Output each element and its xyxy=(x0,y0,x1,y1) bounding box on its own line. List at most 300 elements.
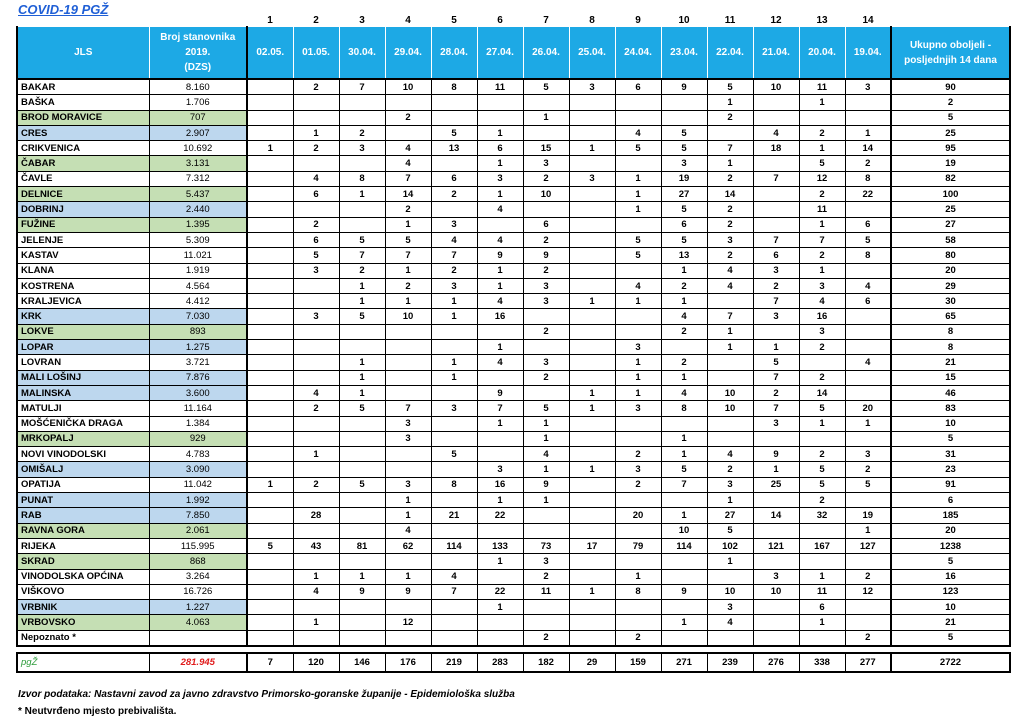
daily-cases-cell: 8 xyxy=(339,171,385,186)
daily-cases-cell: 1 xyxy=(477,493,523,508)
daily-cases-cell: 5 xyxy=(339,401,385,416)
municipality-name: JELENJE xyxy=(17,232,149,247)
daily-cases-cell xyxy=(293,416,339,431)
daily-cases-cell: 1 xyxy=(477,600,523,615)
header-total-line1: Ukupno oboljeli - xyxy=(909,39,992,51)
day-number: 8 xyxy=(589,15,595,26)
spacer-row xyxy=(17,646,1010,653)
total-cases-cell: 83 xyxy=(891,401,1010,416)
municipality-name: LOKVE xyxy=(17,324,149,339)
daily-cases-cell xyxy=(431,156,477,171)
population-cell: 1.919 xyxy=(149,263,247,278)
population-cell: 1.706 xyxy=(149,95,247,110)
daily-cases-cell xyxy=(523,95,569,110)
daily-cases-cell xyxy=(753,630,799,646)
daily-cases-cell xyxy=(247,630,293,646)
daily-cases-cell: 10 xyxy=(707,584,753,599)
daily-cases-cell: 4 xyxy=(431,569,477,584)
daily-cases-cell: 4 xyxy=(845,355,891,370)
daily-cases-cell: 11 xyxy=(799,79,845,95)
table-row xyxy=(17,171,1010,186)
daily-cases-cell: 9 xyxy=(523,248,569,263)
daily-cases-cell: 13 xyxy=(431,141,477,156)
daily-cases-cell: 1 xyxy=(385,569,431,584)
population-cell: 10.692 xyxy=(149,141,247,156)
daily-cases-cell xyxy=(247,171,293,186)
daily-cases-cell: 27 xyxy=(661,187,707,202)
population-cell: 1.227 xyxy=(149,600,247,615)
daily-cases-cell: 10 xyxy=(753,584,799,599)
daily-cases-cell: 4 xyxy=(799,294,845,309)
total-cases-cell: 16 xyxy=(891,569,1010,584)
daily-cases-cell: 3 xyxy=(385,431,431,446)
header-population-line1: Broj stanovnika xyxy=(160,32,236,43)
daily-cases-cell: 5 xyxy=(339,232,385,247)
municipality-name: ČAVLE xyxy=(17,171,149,186)
daily-cases-cell xyxy=(247,95,293,110)
daily-cases-cell: 2 xyxy=(661,278,707,293)
daily-cases-cell: 1 xyxy=(293,615,339,630)
daily-cases-cell: 1 xyxy=(615,385,661,400)
daily-cases-cell: 3 xyxy=(707,477,753,492)
total-cases-cell: 5 xyxy=(891,431,1010,446)
table-row xyxy=(17,462,1010,477)
total-cases-cell: 8 xyxy=(891,340,1010,355)
daily-cases-cell: 14 xyxy=(799,385,845,400)
municipality-name: LOVRAN xyxy=(17,355,149,370)
daily-cases-cell: 5 xyxy=(293,248,339,263)
daily-cases-cell xyxy=(247,615,293,630)
daily-cases-cell: 2 xyxy=(523,370,569,385)
daily-cases-cell: 4 xyxy=(523,447,569,462)
daily-cases-cell: 3 xyxy=(661,156,707,171)
daily-cases-cell: 1 xyxy=(385,493,431,508)
population-cell: 5.437 xyxy=(149,187,247,202)
total-cases-cell: 80 xyxy=(891,248,1010,263)
totals-daily-cell: 219 xyxy=(431,653,477,672)
daily-cases-cell: 6 xyxy=(293,232,339,247)
daily-cases-cell: 5 xyxy=(845,477,891,492)
daily-cases-cell: 1 xyxy=(845,523,891,538)
daily-cases-cell: 9 xyxy=(753,447,799,462)
population-cell xyxy=(149,630,247,646)
day-number: 11 xyxy=(724,15,736,26)
daily-cases-cell xyxy=(569,630,615,646)
daily-cases-cell: 7 xyxy=(753,294,799,309)
total-cases-cell: 65 xyxy=(891,309,1010,324)
daily-cases-cell: 9 xyxy=(339,584,385,599)
daily-cases-cell: 1 xyxy=(799,569,845,584)
daily-cases-cell: 121 xyxy=(753,538,799,553)
daily-cases-cell xyxy=(431,615,477,630)
daily-cases-cell xyxy=(523,385,569,400)
daily-cases-cell xyxy=(477,217,523,232)
day-number: 14 xyxy=(862,15,874,26)
daily-cases-cell: 5 xyxy=(615,141,661,156)
population-cell: 4.063 xyxy=(149,615,247,630)
table-row xyxy=(17,477,1010,492)
daily-cases-cell: 102 xyxy=(707,538,753,553)
daily-cases-cell xyxy=(477,569,523,584)
daily-cases-cell: 1 xyxy=(615,294,661,309)
municipality-name: SKRAD xyxy=(17,554,149,569)
daily-cases-cell: 2 xyxy=(799,447,845,462)
total-cases-cell: 95 xyxy=(891,141,1010,156)
daily-cases-cell xyxy=(247,508,293,523)
daily-cases-cell xyxy=(293,324,339,339)
total-cases-cell: 5 xyxy=(891,110,1010,125)
daily-cases-cell xyxy=(293,340,339,355)
total-cases-cell: 20 xyxy=(891,523,1010,538)
daily-cases-cell: 5 xyxy=(753,355,799,370)
daily-cases-cell xyxy=(385,447,431,462)
day-number: 1 xyxy=(267,15,273,26)
daily-cases-cell: 1 xyxy=(247,141,293,156)
day-number: 6 xyxy=(497,15,503,26)
daily-cases-cell: 2 xyxy=(523,171,569,186)
daily-cases-cell: 167 xyxy=(799,538,845,553)
daily-cases-cell xyxy=(247,554,293,569)
daily-cases-cell xyxy=(431,110,477,125)
daily-cases-cell: 4 xyxy=(293,385,339,400)
daily-cases-cell xyxy=(293,523,339,538)
daily-cases-cell: 22 xyxy=(477,584,523,599)
daily-cases-cell xyxy=(339,615,385,630)
daily-cases-cell: 1 xyxy=(431,294,477,309)
daily-cases-cell xyxy=(799,110,845,125)
header-total xyxy=(891,27,1010,80)
table-row xyxy=(17,79,1010,95)
daily-cases-cell: 2 xyxy=(753,278,799,293)
daily-cases-cell: 5 xyxy=(431,125,477,140)
daily-cases-cell xyxy=(799,554,845,569)
daily-cases-cell: 6 xyxy=(615,79,661,95)
daily-cases-cell xyxy=(707,630,753,646)
source-note: Izvor podataka: Nastavni zavod za javno zdravstvo Primorsko-goranske županije - Epidemiološka služba xyxy=(18,689,515,700)
daily-cases-cell: 11 xyxy=(523,584,569,599)
header-row xyxy=(17,27,1010,80)
daily-cases-cell: 16 xyxy=(477,477,523,492)
table-row xyxy=(17,125,1010,140)
daily-cases-cell: 3 xyxy=(477,462,523,477)
daily-cases-cell xyxy=(339,508,385,523)
daily-cases-cell xyxy=(753,554,799,569)
daily-cases-cell: 14 xyxy=(385,187,431,202)
daily-cases-cell: 1 xyxy=(477,187,523,202)
daily-cases-cell xyxy=(293,355,339,370)
daily-cases-cell: 3 xyxy=(569,171,615,186)
daily-cases-cell: 1 xyxy=(661,431,707,446)
population-cell: 7.876 xyxy=(149,370,247,385)
daily-cases-cell: 4 xyxy=(845,278,891,293)
daily-cases-cell xyxy=(799,523,845,538)
daily-cases-cell: 11 xyxy=(799,202,845,217)
total-cases-cell: 90 xyxy=(891,79,1010,95)
daily-cases-cell xyxy=(339,202,385,217)
population-cell: 1.992 xyxy=(149,493,247,508)
daily-cases-cell: 3 xyxy=(569,79,615,95)
totals-daily-cell: 283 xyxy=(477,653,523,672)
daily-cases-cell xyxy=(707,370,753,385)
population-cell: 115.995 xyxy=(149,538,247,553)
daily-cases-cell xyxy=(753,431,799,446)
daily-cases-cell: 1 xyxy=(799,263,845,278)
total-cases-cell: 5 xyxy=(891,554,1010,569)
daily-cases-cell: 7 xyxy=(339,79,385,95)
daily-cases-cell xyxy=(247,294,293,309)
daily-cases-cell: 3 xyxy=(753,263,799,278)
municipality-name: VINODOLSKA OPĆINA xyxy=(17,569,149,584)
daily-cases-cell xyxy=(569,263,615,278)
daily-cases-cell xyxy=(247,278,293,293)
daily-cases-cell: 2 xyxy=(799,187,845,202)
daily-cases-cell xyxy=(385,370,431,385)
daily-cases-cell xyxy=(339,95,385,110)
daily-cases-cell: 7 xyxy=(661,477,707,492)
daily-cases-cell: 7 xyxy=(707,309,753,324)
daily-cases-cell: 1 xyxy=(661,370,707,385)
daily-cases-cell xyxy=(753,217,799,232)
daily-cases-cell xyxy=(523,615,569,630)
day-number-row xyxy=(17,10,1010,27)
daily-cases-cell: 2 xyxy=(845,462,891,477)
municipality-name: KLANA xyxy=(17,263,149,278)
daily-cases-cell xyxy=(339,554,385,569)
daily-cases-cell xyxy=(431,462,477,477)
daily-cases-cell xyxy=(569,416,615,431)
total-cases-cell: 91 xyxy=(891,477,1010,492)
daily-cases-cell: 79 xyxy=(615,538,661,553)
municipality-name: PUNAT xyxy=(17,493,149,508)
daily-cases-cell xyxy=(569,309,615,324)
daily-cases-cell: 3 xyxy=(523,294,569,309)
table-row xyxy=(17,554,1010,569)
daily-cases-cell xyxy=(385,385,431,400)
totals-row xyxy=(17,653,1010,672)
daily-cases-cell xyxy=(615,309,661,324)
table-row xyxy=(17,95,1010,110)
daily-cases-cell: 8 xyxy=(845,248,891,263)
daily-cases-cell: 3 xyxy=(385,477,431,492)
population-cell: 868 xyxy=(149,554,247,569)
daily-cases-cell xyxy=(615,324,661,339)
daily-cases-cell xyxy=(615,156,661,171)
header-total-line2: posljednjih 14 dana xyxy=(904,54,997,66)
daily-cases-cell: 114 xyxy=(661,538,707,553)
table-row xyxy=(17,600,1010,615)
daily-cases-cell xyxy=(477,431,523,446)
table-row xyxy=(17,385,1010,400)
total-cases-cell: 21 xyxy=(891,355,1010,370)
daily-cases-cell: 1 xyxy=(753,462,799,477)
daily-cases-cell xyxy=(339,630,385,646)
population-cell: 4.564 xyxy=(149,278,247,293)
daily-cases-cell: 2 xyxy=(385,278,431,293)
population-cell: 893 xyxy=(149,324,247,339)
table-row xyxy=(17,447,1010,462)
daily-cases-cell xyxy=(845,554,891,569)
daily-cases-cell: 27 xyxy=(707,508,753,523)
total-cases-cell: 29 xyxy=(891,278,1010,293)
daily-cases-cell xyxy=(339,324,385,339)
daily-cases-cell xyxy=(799,431,845,446)
daily-cases-cell: 8 xyxy=(431,79,477,95)
daily-cases-cell xyxy=(799,355,845,370)
daily-cases-cell: 4 xyxy=(431,232,477,247)
daily-cases-cell: 5 xyxy=(523,401,569,416)
total-cases-cell: 82 xyxy=(891,171,1010,186)
daily-cases-cell: 10 xyxy=(707,401,753,416)
daily-cases-cell xyxy=(753,156,799,171)
daily-cases-cell: 1 xyxy=(339,370,385,385)
page-title: COVID-19 PGŽ xyxy=(18,2,109,17)
daily-cases-cell xyxy=(615,110,661,125)
daily-cases-cell: 4 xyxy=(385,141,431,156)
daily-cases-cell: 1 xyxy=(753,340,799,355)
total-cases-cell: 1238 xyxy=(891,538,1010,553)
daily-cases-cell xyxy=(661,110,707,125)
population-cell: 8.160 xyxy=(149,79,247,95)
header-date: 21.04. xyxy=(753,27,799,80)
daily-cases-cell xyxy=(707,294,753,309)
day-number: 13 xyxy=(816,15,828,26)
daily-cases-cell xyxy=(661,416,707,431)
daily-cases-cell: 3 xyxy=(753,416,799,431)
daily-cases-cell: 1 xyxy=(523,416,569,431)
daily-cases-cell: 4 xyxy=(615,125,661,140)
daily-cases-cell xyxy=(661,95,707,110)
table-row xyxy=(17,248,1010,263)
daily-cases-cell: 2 xyxy=(707,202,753,217)
daily-cases-cell xyxy=(661,569,707,584)
totals-daily-cell: 146 xyxy=(339,653,385,672)
daily-cases-cell: 2 xyxy=(293,217,339,232)
daily-cases-cell xyxy=(477,110,523,125)
daily-cases-cell xyxy=(293,95,339,110)
daily-cases-cell: 5 xyxy=(707,79,753,95)
table-row xyxy=(17,355,1010,370)
daily-cases-cell: 7 xyxy=(753,171,799,186)
daily-cases-cell: 1 xyxy=(799,615,845,630)
daily-cases-cell xyxy=(615,431,661,446)
covid-table xyxy=(16,10,1011,673)
municipality-name: RAVNA GORA xyxy=(17,523,149,538)
daily-cases-cell xyxy=(845,263,891,278)
municipality-name: KRALJEVICA xyxy=(17,294,149,309)
daily-cases-cell xyxy=(615,416,661,431)
daily-cases-cell: 8 xyxy=(661,401,707,416)
table-row xyxy=(17,278,1010,293)
daily-cases-cell: 2 xyxy=(845,569,891,584)
daily-cases-cell: 3 xyxy=(845,447,891,462)
daily-cases-cell: 7 xyxy=(385,401,431,416)
header-jls: JLS xyxy=(17,27,149,80)
population-cell: 7.030 xyxy=(149,309,247,324)
header-date: 28.04. xyxy=(431,27,477,80)
total-cases-cell: 5 xyxy=(891,630,1010,646)
municipality-name: Nepoznato * xyxy=(17,630,149,646)
daily-cases-cell: 4 xyxy=(707,278,753,293)
total-cases-cell: 30 xyxy=(891,294,1010,309)
daily-cases-cell xyxy=(247,79,293,95)
daily-cases-cell: 1 xyxy=(845,125,891,140)
municipality-name: OMIŠALJ xyxy=(17,462,149,477)
municipality-name: LOPAR xyxy=(17,340,149,355)
population-cell: 7.312 xyxy=(149,171,247,186)
population-cell: 2.907 xyxy=(149,125,247,140)
daily-cases-cell: 10 xyxy=(385,309,431,324)
daily-cases-cell: 7 xyxy=(385,248,431,263)
daily-cases-cell: 15 xyxy=(523,141,569,156)
daily-cases-cell xyxy=(339,156,385,171)
daily-cases-cell: 6 xyxy=(523,217,569,232)
header-population xyxy=(149,27,247,80)
daily-cases-cell xyxy=(293,630,339,646)
daily-cases-cell: 2 xyxy=(431,187,477,202)
daily-cases-cell: 3 xyxy=(615,340,661,355)
daily-cases-cell: 3 xyxy=(293,309,339,324)
population-cell: 3.600 xyxy=(149,385,247,400)
municipality-name: MOŠĆENIČKA DRAGA xyxy=(17,416,149,431)
daily-cases-cell: 1 xyxy=(431,370,477,385)
daily-cases-cell xyxy=(569,202,615,217)
daily-cases-cell xyxy=(615,493,661,508)
day-number: 9 xyxy=(635,15,641,26)
population-cell: 11.021 xyxy=(149,248,247,263)
daily-cases-cell xyxy=(845,615,891,630)
daily-cases-cell xyxy=(431,340,477,355)
daily-cases-cell: 21 xyxy=(431,508,477,523)
daily-cases-cell: 2 xyxy=(615,477,661,492)
municipality-name: MRKOPALJ xyxy=(17,431,149,446)
daily-cases-cell: 1 xyxy=(569,401,615,416)
daily-cases-cell: 3 xyxy=(615,401,661,416)
municipality-name: MALINSKA xyxy=(17,385,149,400)
header-date: 27.04. xyxy=(477,27,523,80)
daily-cases-cell: 4 xyxy=(661,385,707,400)
daily-cases-cell: 1 xyxy=(293,569,339,584)
daily-cases-cell: 2 xyxy=(845,156,891,171)
daily-cases-cell xyxy=(339,416,385,431)
daily-cases-cell: 1 xyxy=(339,278,385,293)
daily-cases-cell xyxy=(615,263,661,278)
daily-cases-cell: 9 xyxy=(477,248,523,263)
daily-cases-cell xyxy=(247,355,293,370)
daily-cases-cell xyxy=(431,493,477,508)
daily-cases-cell: 5 xyxy=(707,523,753,538)
table-row xyxy=(17,263,1010,278)
table-row xyxy=(17,370,1010,385)
daily-cases-cell xyxy=(293,493,339,508)
municipality-name: BAKAR xyxy=(17,79,149,95)
header-date: 29.04. xyxy=(385,27,431,80)
daily-cases-cell xyxy=(385,600,431,615)
day-number: 7 xyxy=(543,15,549,26)
daily-cases-cell: 7 xyxy=(477,401,523,416)
table-row xyxy=(17,569,1010,584)
daily-cases-cell: 7 xyxy=(753,370,799,385)
daily-cases-cell: 4 xyxy=(477,294,523,309)
daily-cases-cell: 4 xyxy=(477,355,523,370)
daily-cases-cell xyxy=(615,217,661,232)
daily-cases-cell: 3 xyxy=(615,462,661,477)
daily-cases-cell: 6 xyxy=(799,600,845,615)
daily-cases-cell xyxy=(293,600,339,615)
daily-cases-cell xyxy=(339,493,385,508)
daily-cases-cell: 10 xyxy=(753,79,799,95)
daily-cases-cell: 2 xyxy=(523,324,569,339)
total-cases-cell: 100 xyxy=(891,187,1010,202)
